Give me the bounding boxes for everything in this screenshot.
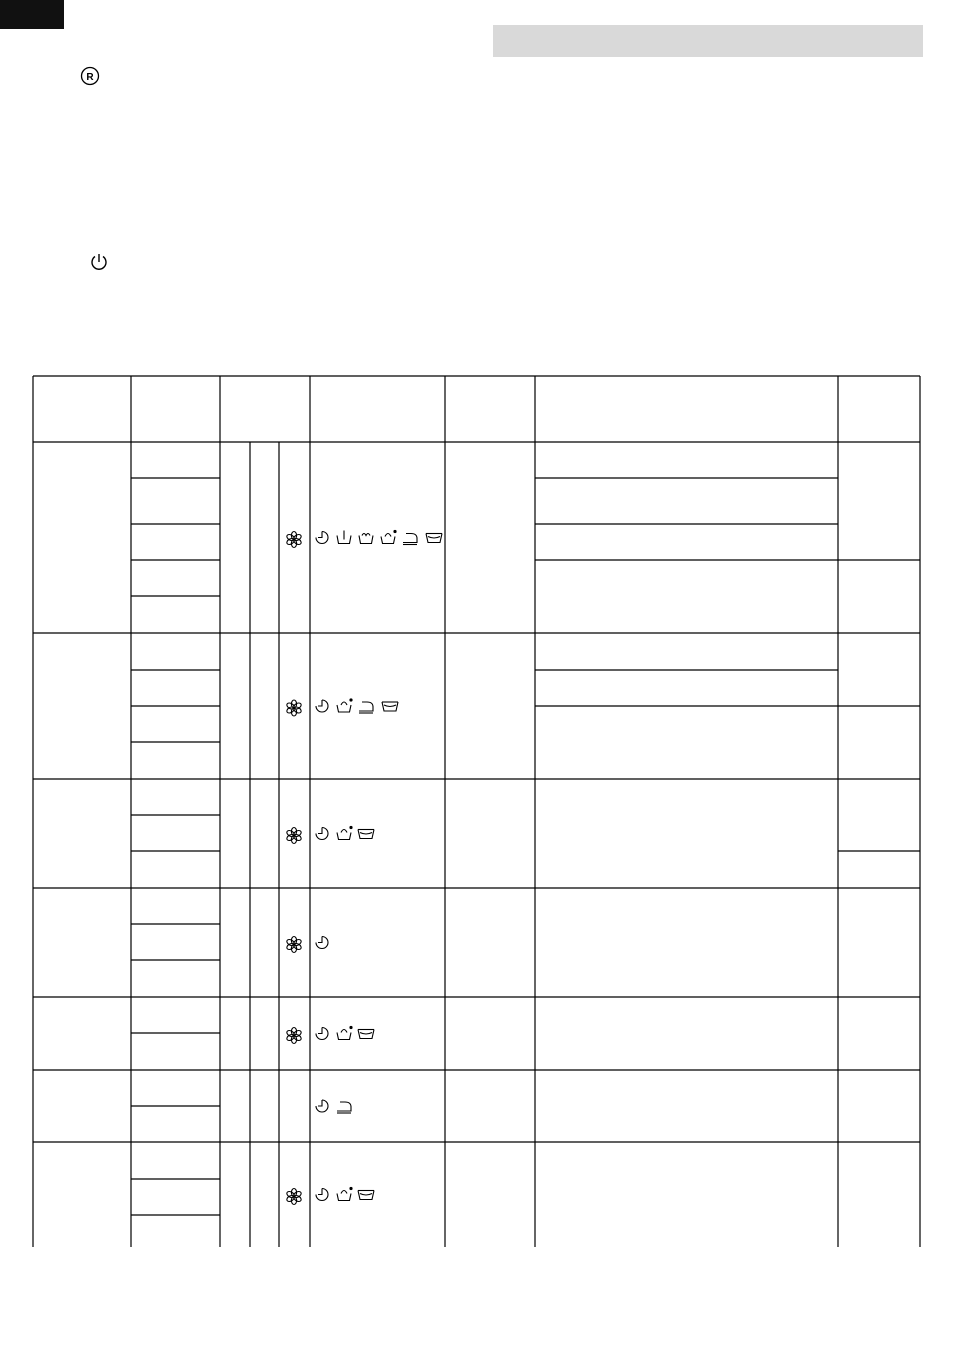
stain-icon [337,1026,353,1040]
delay-timer-icon [316,1189,328,1201]
stain-icon [337,1187,353,1201]
stain-icon [337,698,353,712]
intensive-icon [359,534,373,544]
delay-timer-icon [316,937,328,949]
rinse-hold-icon [382,702,398,711]
delay-timer-icon [316,828,328,840]
delay-timer-icon [316,1100,328,1112]
easy-iron-icon [337,1102,351,1113]
svg-text:R: R [86,72,94,83]
delay-timer-icon [316,532,328,544]
stain-icon [337,826,353,840]
delay-timer-icon [316,700,328,712]
rinse-hold-icon [358,830,374,839]
delay-timer-icon [316,1028,328,1040]
rinse-hold-icon [426,534,442,543]
rinse-hold-icon [358,1030,374,1039]
rinse-hold-icon [358,1191,374,1200]
spin-icon [286,1028,302,1044]
spin-icon [286,700,302,716]
prewash-icon [337,531,351,544]
easy-iron-icon [359,702,373,713]
easy-iron-icon [403,534,417,545]
spin-icon [286,1189,302,1205]
spin-icon [286,828,302,844]
stain-icon [381,530,397,544]
spin-icon [286,937,302,953]
spin-icon [286,532,302,548]
